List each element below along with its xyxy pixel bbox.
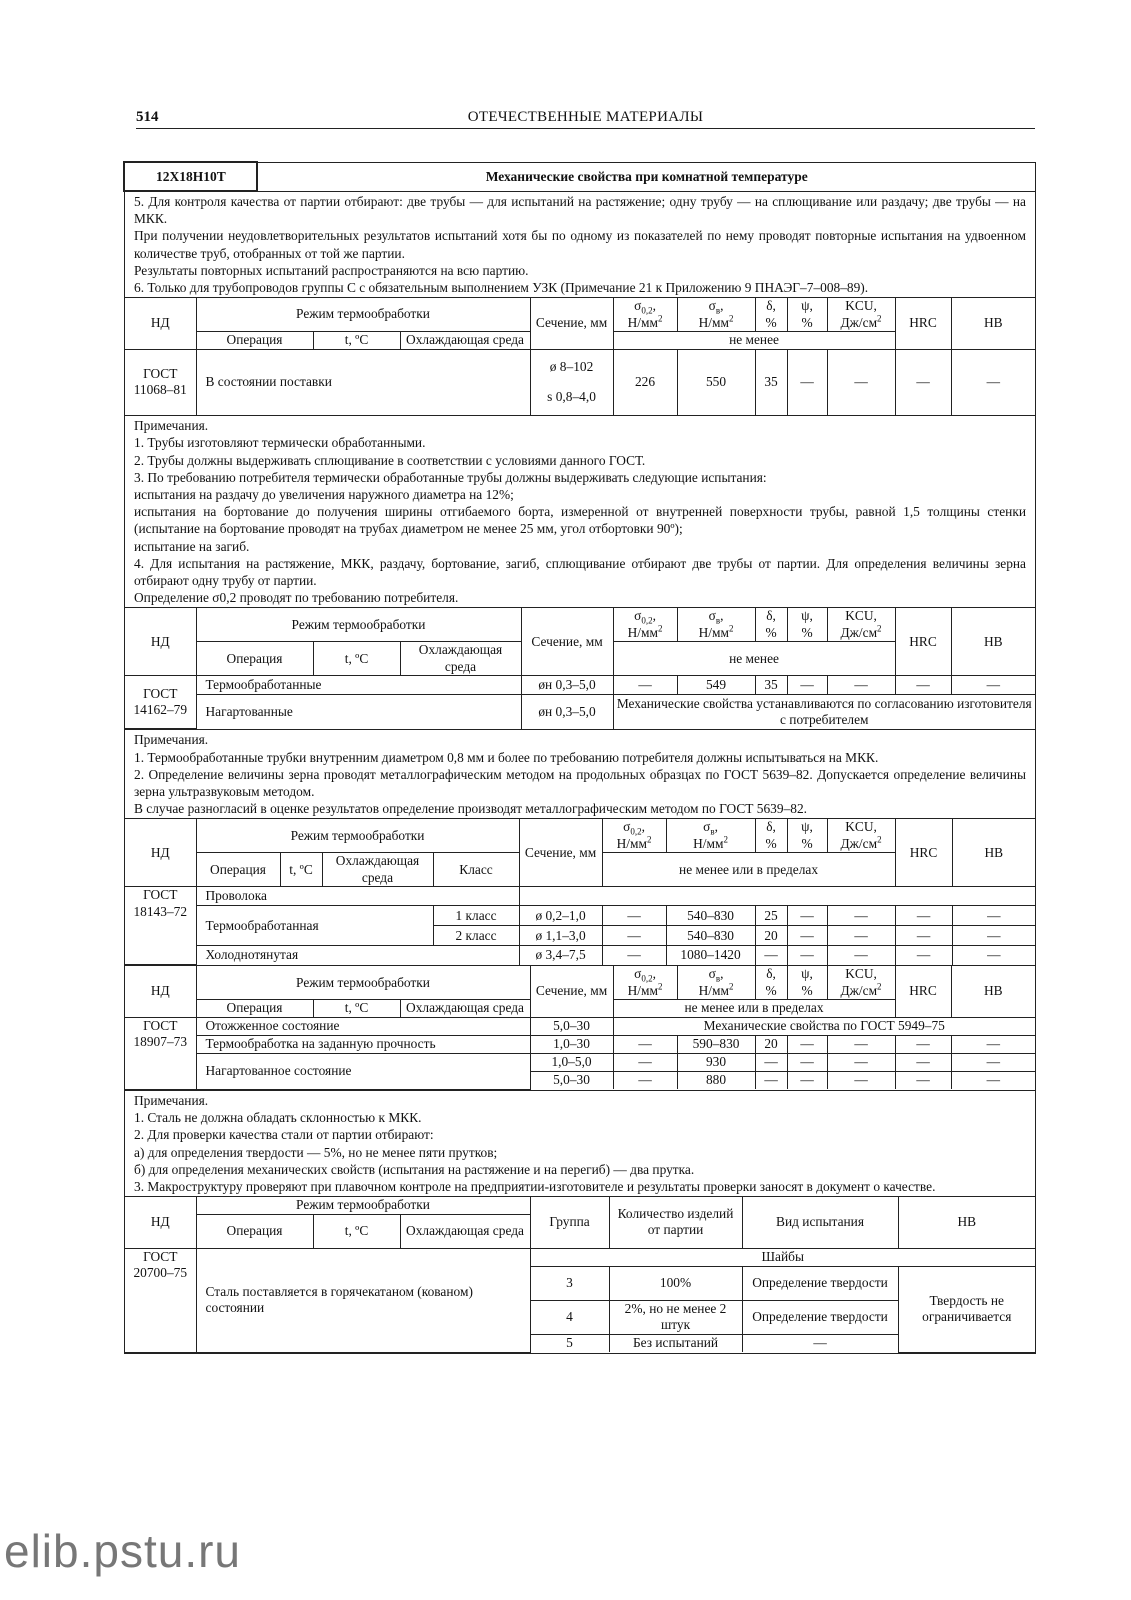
hb-header: НВ bbox=[951, 608, 1035, 676]
notes-1 bbox=[125, 415, 1035, 607]
regime-header: Режим термообработки bbox=[196, 608, 521, 642]
sigmab-header: $\sigma_в$, $Н/мм^2$ bbox=[677, 298, 755, 332]
note-line: 3. Макроструктуру проверяют при плавочном контроле на предприятии-изготовителе и результаты проверки заносят в документ о качестве. bbox=[134, 1178, 936, 1194]
qty-cell: 2%, но не менее 2 штук bbox=[609, 1300, 742, 1334]
notes-top bbox=[125, 192, 1035, 297]
table-gost-20700 bbox=[125, 1196, 1035, 1353]
nd-header: НД bbox=[125, 1197, 196, 1248]
note-line: 6. Только для трубопроводов группы С с обязательным выполнением УЗК (Примечание 21 к Приложению 9 ПНАЭГ–7–008–89). bbox=[134, 280, 869, 296]
value-cell: — bbox=[613, 676, 677, 695]
note-line: Результаты повторных испытаний распространяются на всю партию. bbox=[134, 262, 529, 278]
cooling-header: Охлаждающая среда bbox=[400, 332, 530, 350]
nd-header: НД bbox=[125, 819, 196, 887]
operation-header: Операция bbox=[196, 853, 280, 887]
value-cell: — bbox=[602, 946, 666, 965]
note-line: испытания на бортование до получения ширины отгибаемого борта, измеренной от внутренней поверхности трубы, равной 1,5 толщины стенки (испытание на бортование проводят на трубах диаметром не менее 25 мм, угол отбортовки 90º); bbox=[134, 504, 1026, 537]
properties-table bbox=[124, 162, 1036, 1354]
hrc-header: HRC bbox=[895, 298, 951, 349]
notes-3 bbox=[125, 1090, 1035, 1196]
operation-cell: Холоднотянутая bbox=[196, 946, 519, 965]
value-cell: — bbox=[827, 1071, 895, 1089]
note-line: При получении неудовлетворительных результатов испытаний хотя бы по одному из показателей по нему проводят повторные испытания на удвоенном количестве труб, отобранных от той же партии. bbox=[134, 228, 1026, 261]
temp-header: t, ºC bbox=[280, 853, 322, 887]
hb-header: НВ bbox=[952, 819, 1035, 887]
value-cell: — bbox=[827, 1035, 895, 1053]
test-cell: — bbox=[742, 1334, 898, 1352]
note-line: 4. Для испытания на растяжение, МКК, раздачу, бортование, загиб, сплющивание отбирают две трубы от партии. Для определения величины зерна отбирают одну трубу от партии. bbox=[134, 555, 1026, 589]
qty-cell: Без испытаний bbox=[609, 1334, 742, 1352]
group-cell: 3 bbox=[530, 1266, 609, 1300]
value-cell: — bbox=[895, 676, 951, 695]
section-cell: 5,0–30 bbox=[530, 1071, 613, 1089]
wire-label: Проволока bbox=[196, 887, 519, 906]
page-header bbox=[136, 108, 1035, 129]
value-cell: — bbox=[895, 1035, 951, 1053]
kcu-header: KCU, $Дж/см^2$ bbox=[827, 819, 895, 853]
value-cell: 880 bbox=[677, 1071, 755, 1089]
delta-header: δ, % bbox=[755, 966, 787, 1000]
temp-header: t, ºC bbox=[313, 1214, 400, 1248]
empty-cell bbox=[519, 887, 1035, 906]
value-cell: — bbox=[787, 946, 827, 965]
section-header: Сечение, мм bbox=[519, 819, 602, 887]
note-line: Примечания. bbox=[134, 1092, 209, 1108]
nd-cell: ГОСТ 20700–75 bbox=[125, 1248, 196, 1352]
note-line: испытание на загиб. bbox=[134, 538, 250, 554]
table-header bbox=[125, 163, 1035, 192]
nd-header: НД bbox=[125, 298, 196, 349]
page-number: 514 bbox=[136, 109, 159, 125]
test-cell: Определение твердости bbox=[742, 1266, 898, 1300]
note-line: 2. Для проверки качества стали от партии отбирают: bbox=[134, 1127, 434, 1143]
value-cell: — bbox=[787, 1071, 827, 1089]
cooling-header: Охлаждающая среда bbox=[400, 1214, 530, 1248]
value-cell: — bbox=[895, 1071, 951, 1089]
note-line: В случае разногласий в оценке результатов определение производят металлографическим методом по ГОСТ 5639–82. bbox=[134, 801, 808, 817]
note-line: Определение σ0,2 проводят по требованию потребителя. bbox=[134, 590, 459, 606]
value-cell: — bbox=[787, 926, 827, 946]
value-cell: — bbox=[951, 676, 1035, 695]
nd-cell: ГОСТ 18143–72 bbox=[125, 887, 196, 965]
note-line: Примечания. bbox=[134, 732, 209, 748]
section-cell: 1,0–30 bbox=[530, 1035, 613, 1053]
value-cell: — bbox=[895, 926, 952, 946]
note-line: 1. Термообработанные трубки внутренним диаметром 0,8 мм и более по требованию потребителя должны испытываться на МКК. bbox=[134, 749, 879, 765]
operation-cell: Термообработанные bbox=[196, 676, 521, 695]
value-cell: — bbox=[952, 906, 1035, 926]
table-gost-18907 bbox=[125, 965, 1035, 1090]
regime-header: Режим термообработки bbox=[196, 819, 519, 853]
value-cell: — bbox=[895, 1053, 951, 1071]
section-header: Сечение, мм bbox=[530, 966, 613, 1017]
sigmab-header: $\sigma_в$, $Н/мм^2$ bbox=[677, 608, 755, 642]
kcu-header: KCU, $Дж/см^2$ bbox=[827, 608, 895, 642]
value-cell: 226 bbox=[613, 349, 677, 415]
operation-header: Операция bbox=[196, 1214, 313, 1248]
kcu-header: KCU, $Дж/см^2$ bbox=[827, 966, 895, 1000]
group-header: Группа bbox=[530, 1197, 609, 1248]
sigma02-header: $\sigma_{0,2}$, $Н/мм^2$ bbox=[613, 608, 677, 642]
value-cell: 35 bbox=[755, 676, 787, 695]
value-cell: 550 bbox=[677, 349, 755, 415]
regime-header: Режим термообработки bbox=[196, 1197, 530, 1214]
watermark: elib.pstu.ru bbox=[4, 1525, 242, 1577]
section-cell: 1,0–5,0 bbox=[530, 1053, 613, 1071]
operation-cell: Термообработка на заданную прочность bbox=[196, 1035, 530, 1053]
cooling-header: Охлаждающая среда bbox=[400, 642, 521, 676]
temp-header: t, ºC bbox=[313, 1000, 400, 1018]
table-gost-11068 bbox=[125, 297, 1035, 415]
section-cell: ø 1,1–3,0 bbox=[519, 926, 602, 946]
value-cell: — bbox=[755, 946, 787, 965]
cooling-header: Охлаждающая среда bbox=[400, 1000, 530, 1018]
value-cell: — bbox=[827, 349, 895, 415]
hrc-header: HRC bbox=[895, 608, 951, 676]
sigmab-header: $\sigma_в$, $Н/мм^2$ bbox=[677, 966, 755, 1000]
sigma02-header: $\sigma_{0,2}$, $Н/мм^2$ bbox=[602, 819, 666, 853]
value-cell: — bbox=[951, 349, 1035, 415]
reference-note: Механические свойства по ГОСТ 5949–75 bbox=[613, 1017, 1035, 1035]
qty-header: Количество изделий от партии bbox=[609, 1197, 742, 1248]
section-cell: ø 0,2–1,0 bbox=[519, 906, 602, 926]
value-cell: 930 bbox=[677, 1053, 755, 1071]
nd-cell: ГОСТ 11068–81 bbox=[125, 349, 196, 415]
test-type-header: Вид испытания bbox=[742, 1197, 898, 1248]
value-cell: — bbox=[895, 946, 952, 965]
section-cell: ø 3,4–7,5 bbox=[519, 946, 602, 965]
delta-header: δ, % bbox=[755, 608, 787, 642]
value-cell: 540–830 bbox=[666, 906, 755, 926]
agreement-note: Механические свойства устанавливаются по согласованию изготовителя с потребителем bbox=[613, 695, 1035, 729]
note-line: 1. Сталь не должна обладать склонностью к МКК. bbox=[134, 1110, 422, 1126]
value-cell: — bbox=[895, 906, 952, 926]
group-cell: 4 bbox=[530, 1300, 609, 1334]
value-cell: — bbox=[602, 926, 666, 946]
value-cell: — bbox=[952, 946, 1035, 965]
value-cell: — bbox=[827, 906, 895, 926]
section-cell: 5,0–30 bbox=[530, 1017, 613, 1035]
group-cell: 5 bbox=[530, 1334, 609, 1352]
value-cell: — bbox=[787, 1053, 827, 1071]
section-cell: øн 0,3–5,0 bbox=[521, 676, 613, 695]
value-cell: — bbox=[895, 349, 951, 415]
value-cell: — bbox=[613, 1035, 677, 1053]
delta-header: δ, % bbox=[755, 298, 787, 332]
value-cell: — bbox=[827, 1053, 895, 1071]
class-header: Класс bbox=[433, 853, 519, 887]
regime-header: Режим термообработки bbox=[196, 298, 530, 332]
table-gost-18143 bbox=[125, 818, 1035, 965]
hrc-header: HRC bbox=[895, 966, 951, 1017]
operation-cell: Нагартованные bbox=[196, 695, 521, 729]
note-line: а) для определения твердости — 5%, но не менее пяти прутков; bbox=[134, 1144, 498, 1160]
kcu-header: KCU, $Дж/см^2$ bbox=[827, 298, 895, 332]
value-cell: — bbox=[827, 946, 895, 965]
test-cell: Определение твердости bbox=[742, 1300, 898, 1334]
hrc-header: HRC bbox=[895, 819, 952, 887]
psi-header: ψ, % bbox=[787, 608, 827, 642]
not-less-range-label: не менее или в пределах bbox=[613, 1000, 895, 1018]
section-header: Сечение, мм bbox=[521, 608, 613, 676]
section-cell: øн 0,3–5,0 bbox=[521, 695, 613, 729]
operation-cell: Отожженное состояние bbox=[196, 1017, 530, 1035]
value-cell: — bbox=[951, 1071, 1035, 1089]
value-cell: — bbox=[951, 1035, 1035, 1053]
hb-header: НВ bbox=[898, 1197, 1035, 1248]
operation-header: Операция bbox=[196, 1000, 313, 1018]
note-line: 2. Трубы должны выдерживать сплющивание в соответствии с условиями данного ГОСТ. bbox=[134, 452, 646, 468]
operation-header: Операция bbox=[196, 642, 313, 676]
psi-header: ψ, % bbox=[787, 966, 827, 1000]
value-cell: — bbox=[787, 676, 827, 695]
value-cell: 20 bbox=[755, 926, 787, 946]
value-cell: 590–830 bbox=[677, 1035, 755, 1053]
note-line: 5. Для контроля качества от партии отбирают: две трубы — для испытаний на растяжение; одну трубу — на сплющивание или раздачу; две трубы — на МКК. bbox=[134, 194, 1026, 227]
value-cell: — bbox=[613, 1071, 677, 1089]
value-cell: — bbox=[952, 926, 1035, 946]
value-cell: 20 bbox=[755, 1035, 787, 1053]
sigma02-header: $\sigma_{0,2}$, $Н/мм^2$ bbox=[613, 298, 677, 332]
class-cell: 2 класс bbox=[433, 926, 519, 946]
note-line: 1. Трубы изготовляют термически обработанными. bbox=[134, 435, 426, 451]
value-cell: — bbox=[827, 676, 895, 695]
note-line: 2. Определение величины зерна проводят металлографическим методом на продольных образцах по ГОСТ 5639–82. Допускается определение величины зерна ультразвуковым методом. bbox=[134, 766, 1026, 800]
nd-header: НД bbox=[125, 966, 196, 1017]
not-less-label: не менее bbox=[613, 332, 895, 350]
nd-cell: ГОСТ 18907–73 bbox=[125, 1017, 196, 1089]
temp-header: t, ºC bbox=[313, 332, 400, 350]
value-cell: 25 bbox=[755, 906, 787, 926]
value-cell: — bbox=[787, 349, 827, 415]
value-cell: — bbox=[827, 926, 895, 946]
value-cell: 540–830 bbox=[666, 926, 755, 946]
delta-header: δ, % bbox=[755, 819, 787, 853]
washers-label: Шайбы bbox=[530, 1248, 1035, 1266]
temp-header: t, ºC bbox=[313, 642, 400, 676]
regime-header: Режим термообработки bbox=[196, 966, 530, 1000]
operation-header: Операция bbox=[196, 332, 313, 350]
value-cell: — bbox=[787, 1035, 827, 1053]
note-line: Примечания. bbox=[134, 418, 209, 434]
sigmab-header: $\sigma_в$, $Н/мм^2$ bbox=[666, 819, 755, 853]
value-cell: — bbox=[755, 1071, 787, 1089]
operation-cell: В состоянии поставки bbox=[196, 349, 530, 415]
psi-header: ψ, % bbox=[787, 298, 827, 332]
value-cell: — bbox=[951, 1053, 1035, 1071]
value-cell: — bbox=[755, 1053, 787, 1071]
section-header: Сечение, мм bbox=[530, 298, 613, 349]
value-cell: — bbox=[613, 1053, 677, 1071]
not-less-label: не менее bbox=[613, 642, 895, 676]
table-gost-14162 bbox=[125, 607, 1035, 729]
value-cell: 35 bbox=[755, 349, 787, 415]
qty-cell: 100% bbox=[609, 1266, 742, 1300]
hb-value: Твердость не ограничивается bbox=[898, 1266, 1035, 1352]
operation-cell: Термообработанная bbox=[196, 906, 433, 946]
value-cell: 549 bbox=[677, 676, 755, 695]
cooling-header: Охлаждающая среда bbox=[322, 853, 433, 887]
not-less-range-label: не менее или в пределах bbox=[602, 853, 895, 887]
operation-cell: Сталь поставляется в горячекатаном (кованом) состоянии bbox=[196, 1248, 530, 1352]
nd-cell: ГОСТ 14162–79 bbox=[125, 676, 196, 729]
notes-2 bbox=[125, 729, 1035, 818]
section-cell: ø 8–102 s 0,8–4,0 bbox=[530, 349, 613, 415]
value-cell: — bbox=[602, 906, 666, 926]
hb-header: НВ bbox=[951, 966, 1035, 1017]
psi-header: ψ, % bbox=[787, 819, 827, 853]
steel-grade: 12Х18Н10Т bbox=[123, 161, 258, 192]
value-cell: — bbox=[787, 906, 827, 926]
note-line: 3. По требованию потребителя термически обработанные трубы должны выдерживать следующие испытания: bbox=[134, 469, 767, 485]
running-title: ОТЕЧЕСТВЕННЫЕ МАТЕРИАЛЫ bbox=[467, 109, 704, 125]
note-line: б) для определения механических свойств (испытания на растяжение и на перегиб) — два прутка. bbox=[134, 1161, 695, 1177]
nd-header: НД bbox=[125, 608, 196, 676]
class-cell: 1 класс bbox=[433, 906, 519, 926]
operation-cell: Нагартованное состояние bbox=[196, 1053, 530, 1089]
table-title: Механические свойства при комнатной температуре bbox=[485, 169, 808, 185]
sigma02-header: $\sigma_{0,2}$, $Н/мм^2$ bbox=[613, 966, 677, 1000]
value-cell: 1080–1420 bbox=[666, 946, 755, 965]
note-line: испытания на раздачу до увеличения наружного диаметра на 12%; bbox=[134, 487, 514, 503]
hb-header: НВ bbox=[951, 298, 1035, 349]
